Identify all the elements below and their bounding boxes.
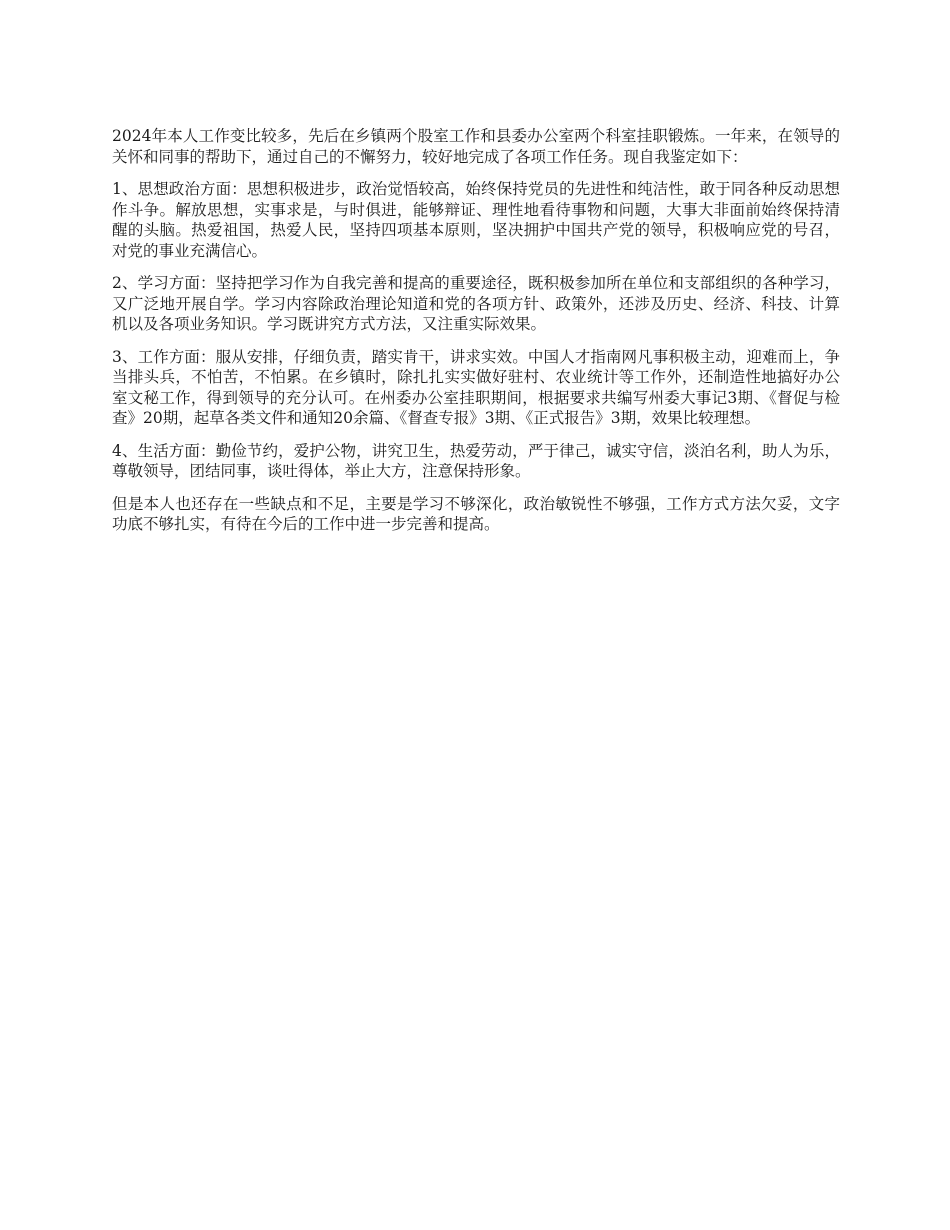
- work-paragraph: 3、工作方面：服从安排，仔细负责，踏实肯干，讲求实效。中国人才指南网凡事积极主动，迎难而上，争当排头兵，不怕苦，不怕累。在乡镇时，除扎扎实实做好驻村、农业统计等工作外，还制造性地搞好办公室文秘工作，得到领导的充分认可。在州委办公室挂职期间，根据要求共编写州委大事记3期、《督促与检查》20期，起草各类文件和通知20余篇、《督查专报》3期、《正式报告》3期，效果比较理想。: [112, 347, 840, 427]
- shortcomings-paragraph: 但是本人也还存在一些缺点和不足，主要是学习不够深化，政治敏锐性不够强，工作方式方法欠妥，文字功底不够扎实，有待在今后的工作中进一步完善和提高。: [112, 494, 840, 533]
- life-paragraph: 4、生活方面：勤俭节约，爱护公物，讲究卫生，热爱劳动，严于律己，诚实守信，淡泊名利，助人为乐，尊敬领导，团结同事，谈吐得体，举止大方，注意保持形象。: [112, 441, 840, 480]
- intro-paragraph: 2024年本人工作变比较多，先后在乡镇两个股室工作和县委办公室两个科室挂职锻炼。一年来，在领导的关怀和同事的帮助下，通过自己的不懈努力，较好地完成了各项工作任务。现自我鉴定如下：: [112, 127, 840, 166]
- document-body: [112, 126, 840, 547]
- political-paragraph: 1、思想政治方面：思想积极进步，政治觉悟较高，始终保持党员的先进性和纯洁性，敢于同各种反动思想作斗争。解放思想，实事求是，与时俱进，能够辩证、理性地看待事物和问题，大事大非面前始终保持清醒的头脑。热爱祖国，热爱人民，坚持四项基本原则，坚决拥护中国共产党的领导，积极响应党的号召，对党的事业充满信心。: [112, 180, 840, 260]
- study-paragraph: 2、学习方面：坚持把学习作为自我完善和提高的重要途径，既积极参加所在单位和支部组织的各种学习，又广泛地开展自学。学习内容除政治理论知道和党的各项方针、政策外，还涉及历史、经济、科技、计算机以及各项业务知识。学习既讲究方式方法，又注重实际效果。: [112, 274, 840, 333]
